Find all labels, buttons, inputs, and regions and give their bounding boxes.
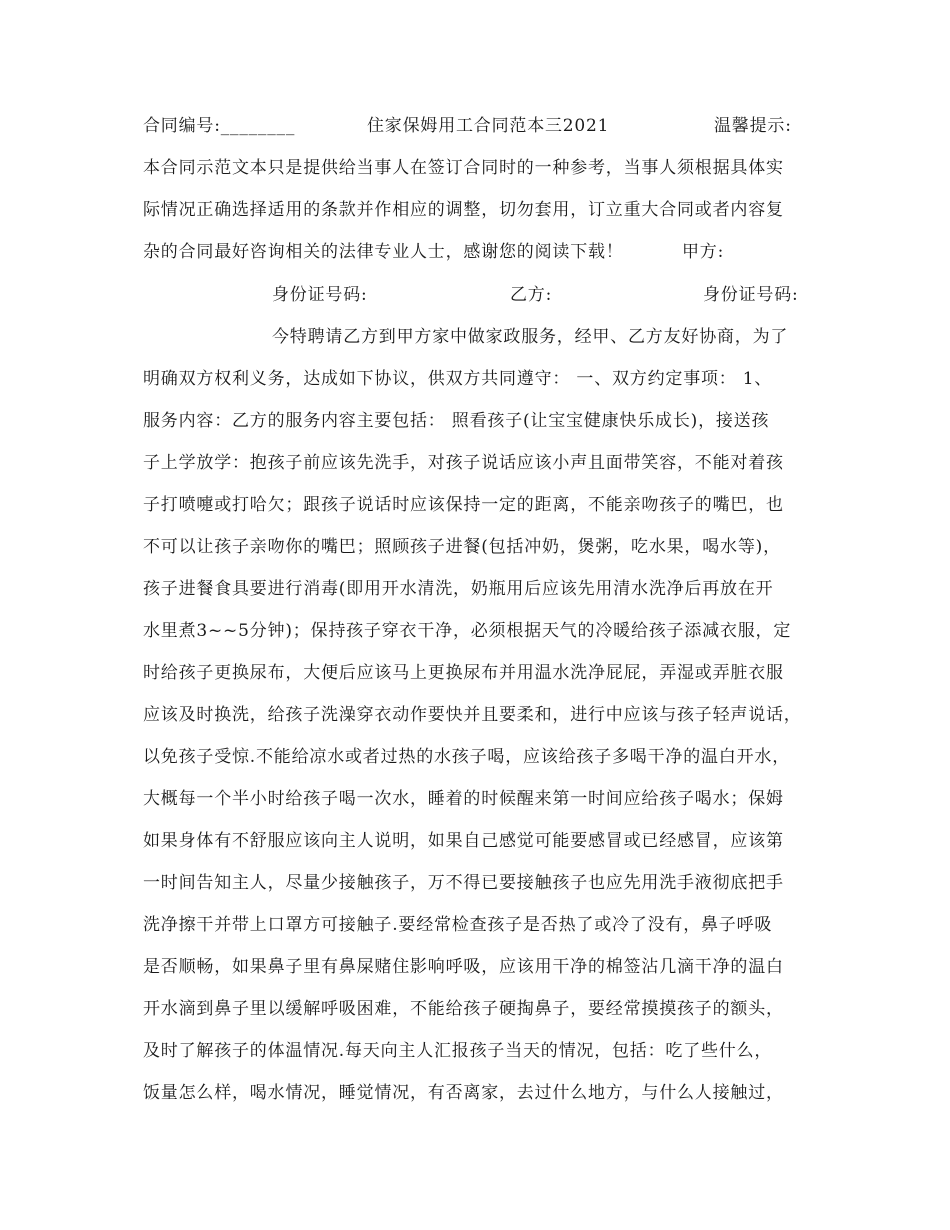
body-line: 子打喷嚏或打哈欠；跟孩子说话时应该保持一定的距离，不能亲吻孩子的嘴巴，也 [143,495,784,515]
body-line: 开水滴到鼻子里以缓解呼吸困难，不能给孩子硬掏鼻子，要经常摸摸孩子的额头， [143,999,784,1019]
tip-label: 温馨提示: [714,116,792,136]
intro-line: 本合同示范文本只是提供给当事人在签订合同时的一种参考，当事人须根据具体实 [143,158,784,178]
intro-line: 杂的合同最好咨询相关的法律专业人士，感谢您的阅读下载！ [143,242,624,262]
id-number-label: 身份证号码: [703,285,799,305]
body-line: 洗净擦干并带上口罩方可接触子.要经常检查孩子是否热了或冷了没有，鼻子呼吸 [143,915,773,935]
contract-number-label: 合同编号:________ [143,116,296,136]
body-line: 时给孩子更换尿布，大便后应该马上更换尿布并用温水洗净屁屁，弄湿或弄脏衣服 [143,663,784,683]
body-line: 不可以让孩子亲吻你的嘴巴；照顾孩子进餐(包括冲奶，煲粥，吃水果，喝水等)， [143,537,781,557]
document-title: 住家保姆用工合同范本三2021 [367,116,610,136]
body-first-line: 今特聘请乙方到甲方家中做家政服务，经甲、乙方友好协商，为了 [272,327,789,347]
body-line: 如果身体有不舒服应该向主人说明，如果自己感觉可能要感冒或已经感冒，应该第 [143,831,784,851]
body-line: 一时间告知主人，尽量少接触孩子，万不得已要接触孩子也应先用洗手液彻底把手 [143,873,784,893]
party-b-label: 乙方: [510,285,553,305]
body-line: 以免孩子受惊.不能给凉水或者过热的水孩子喝，应该给孩子多喝干净的温白开水， [143,747,791,767]
body-line: 明确双方权利义务，达成如下协议，供双方共同遵守： 一、双方约定事项： 1、 [143,369,773,389]
body-line: 是否顺畅，如果鼻子里有鼻屎赌住影响呼吸，应该用干净的棉签沾几滴干净的温白 [143,957,784,977]
body-line: 服务内容：乙方的服务内容主要包括： 照看孩子(让宝宝健康快乐成长)，接送孩 [143,411,770,431]
party-a-label: 甲方: [682,242,725,262]
body-line: 饭量怎么样，喝水情况，睡觉情况，有否离家，去过什么地方，与什么人接触过， [143,1083,784,1103]
body-line: 子上学放学：抱孩子前应该先洗手，对孩子说话应该小声且面带笑容，不能对着孩 [143,453,784,473]
id-number-label: 身份证号码: [272,285,368,305]
body-line: 大概每一个半小时给孩子喝一次水，睡着的时候醒来第一时间应给孩子喝水；保姆 [143,789,784,809]
body-line: 孩子进餐食具要进行消毒(即用开水清洗，奶瓶用后应该先用清水洗净后再放在开 [143,579,774,599]
body-line: 水里煮3~~5分钟)；保持孩子穿衣干净，必须根据天气的冷暖给孩子添减衣服，定 [143,621,792,641]
body-line: 及时了解孩子的体温情况.每天向主人汇报孩子当天的情况，包括：吃了些什么， [143,1041,773,1061]
intro-line: 际情况正确选择适用的条款并作相应的调整，切勿套用，订立重大合同或者内容复 [143,200,784,220]
body-line: 应该及时换洗，给孩子洗澡穿衣动作要快并且要柔和，进行中应该与孩子轻声说话， [143,705,802,725]
